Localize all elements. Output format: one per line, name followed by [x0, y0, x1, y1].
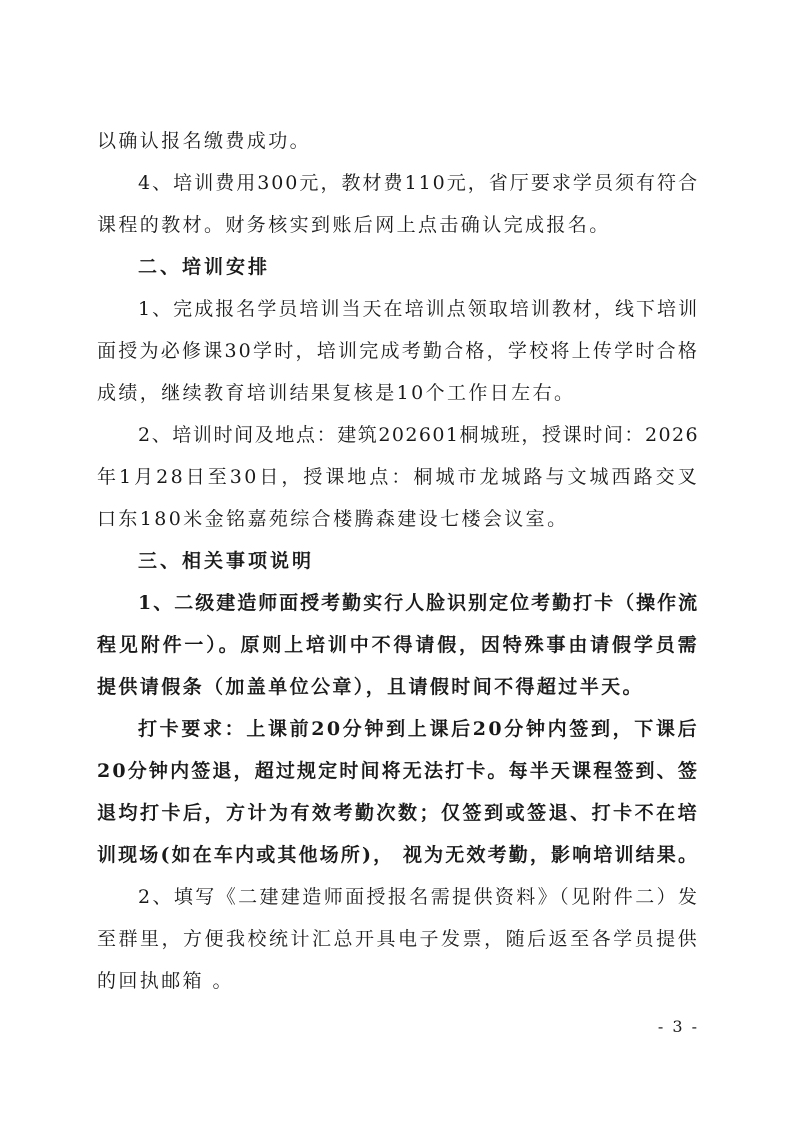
text-line: 面授为必修课30学时，培训完成考勤合格，学校将上传学时合格	[97, 340, 699, 362]
text-line: 训现场(如在车内或其他场所)， 视为无效考勤，影响培训结果。	[97, 844, 700, 866]
text-line: 课程的教材。财务核实到账后网上点击确认完成报名。	[97, 214, 611, 236]
text-line: 1、完成报名学员培训当天在培训点领取培训教材，线下培训	[138, 298, 699, 320]
text-line: 2、填写《二建建造师面授报名需提供资料》（见附件二）发	[138, 886, 700, 908]
page-number: - 3 -	[657, 1017, 699, 1036]
text-line: 退均打卡后，方计为有效考勤次数；仅签到或签退、打卡不在培	[97, 802, 699, 824]
text-line: 年1月28日至30日，授课地点：桐城市龙城路与文城西路交叉	[97, 466, 699, 488]
text-line: 提供请假条（加盖单位公章），且请假时间不得超过半天。	[97, 676, 644, 698]
text-line: 的回执邮箱 。	[97, 970, 234, 992]
text-line: 2、培训时间及地点：建筑202601桐城班，授课时间：2026	[138, 424, 699, 446]
text-line: 至群里，方便我校统计汇总开具电子发票，随后返至各学员提供	[97, 928, 699, 950]
text-line: 程见附件一）。原则上培训中不得请假，因特殊事由请假学员需	[97, 634, 699, 656]
section-heading: 二、培训安排	[138, 256, 271, 278]
text-line: 20分钟内签退，超过规定时间将无法打卡。每半天课程签到、签	[97, 760, 699, 782]
text-line: 口东180米金铭嘉苑综合楼腾森建设七楼会议室。	[97, 508, 569, 530]
text-line: 1、二级建造师面授考勤实行人脸识别定位考勤打卡（操作流	[138, 592, 699, 614]
text-line: 以确认报名缴费成功。	[97, 130, 312, 152]
section-heading: 三、相关事项说明	[138, 550, 315, 572]
text-line: 打卡要求：上课前20分钟到上课后20分钟内签到，下课后	[138, 718, 699, 740]
text-line: 4、培训费用300元，教材费110元，省厅要求学员须有符合	[138, 172, 699, 194]
text-line: 成绩，继续教育培训结果复核是10个工作日左右。	[97, 382, 576, 404]
